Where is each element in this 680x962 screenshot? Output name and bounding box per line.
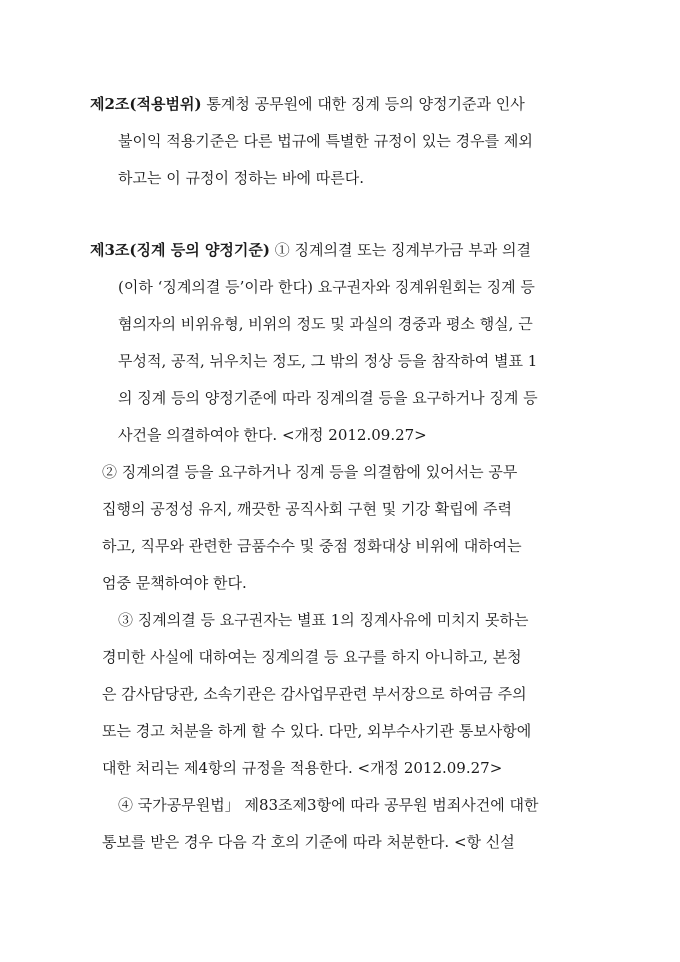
- article3-p4-line-2: 통보를 받은 경우 다음 각 호의 기준에 따라 처분한다. <항 신설: [102, 833, 515, 851]
- article3-p3-line-1: ③ 징계의결 등 요구권자는 별표 1의 징계사유에 미치지 못하는: [118, 611, 529, 629]
- article2-line-2: 불이익 적용기준은 다른 법규에 특별한 규정이 있는 경우를 제외: [118, 132, 533, 150]
- article3-p3-line-5: 대한 처리는 제4항의 규정을 적용한다. <개정 2012.09.27>: [102, 759, 503, 777]
- article3-heading: 제3조(징계 등의 양정기준): [90, 241, 270, 259]
- article3-p2-line-2: 집행의 공정성 유지, 깨끗한 공직사회 구현 및 기강 확립에 주력: [102, 500, 512, 518]
- article2-line-3: 하고는 이 규정이 정하는 바에 따른다.: [118, 169, 364, 187]
- article3-text: ① 징계의결 또는 징계부가금 부과 의결: [269, 241, 531, 259]
- article3-p2-line-3: 하고, 직무와 관련한 금품수수 및 중점 정화대상 비위에 대하여는: [102, 537, 522, 555]
- article2-line-1: [90, 93, 525, 115]
- article3-p1-line-2: (이하 ‘징계의결 등’이라 한다) 요구권자와 징계위원회는 징계 등: [118, 278, 535, 296]
- article3-p3-line-4: 또는 경고 처분을 하게 할 수 있다. 다만, 외부수사기관 통보사항에: [102, 722, 532, 740]
- article3-p1-line-5: 의 징계 등의 양정기준에 따라 징계의결 등을 요구하거나 징계 등: [118, 389, 538, 407]
- article3-line-1: [90, 239, 531, 261]
- article3-p4-line-1: ④ 국가공무원법」 제83조제3항에 따라 공무원 범죄사건에 대한: [118, 796, 539, 814]
- article3-p3-line-2: 경미한 사실에 대하여는 징계의결 등 요구를 하지 아니하고, 본청: [102, 648, 522, 666]
- article3-p2-line-4: 엄중 문책하여야 한다.: [102, 574, 247, 592]
- article3-p1-line-4: 무성적, 공적, 뉘우치는 정도, 그 밖의 정상 등을 참작하여 별표 1: [118, 352, 538, 370]
- article3-p2-line-1: ② 징계의결 등을 요구하거나 징계 등을 의결함에 있어서는 공무: [102, 463, 518, 481]
- article3-p3-line-3: 은 감사담당관, 소속기관은 감사업무관련 부서장으로 하여금 주의: [102, 685, 527, 703]
- article2-heading: 제2조(적용범위): [90, 95, 202, 113]
- article3-p1-line-3: 혐의자의 비위유형, 비위의 정도 및 과실의 경중과 평소 행실, 근: [118, 315, 533, 333]
- article3-p1-line-6: 사건을 의결하여야 한다. <개정 2012.09.27>: [118, 426, 427, 444]
- article2-text: 통계청 공무원에 대한 징계 등의 양정기준과 인사: [201, 95, 525, 113]
